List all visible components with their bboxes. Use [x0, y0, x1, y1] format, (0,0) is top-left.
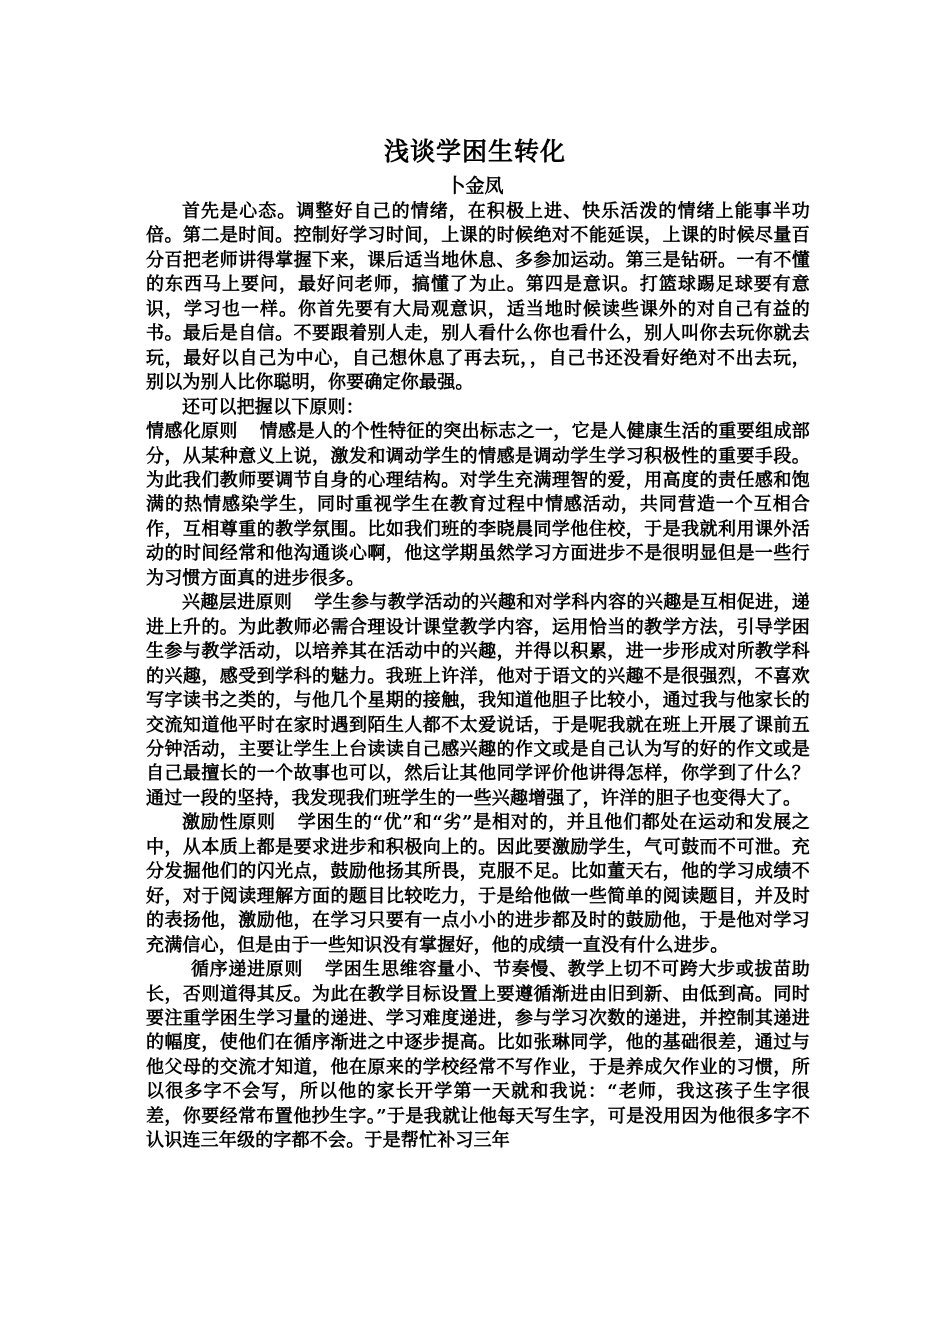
document-author: 卜金凤	[446, 175, 504, 197]
section-paragraph	[146, 591, 810, 811]
document-body	[146, 200, 810, 1154]
intro-paragraph: 首先是心态。调整好自己的情绪，在积极上进、快乐活泼的情绪上能事半功倍。第二是时间。控制好学习时间，上课的时候绝对不能延误，上课的时候尽量百分百把老师讲得掌握下来，课后适当地休息、多参加运动。第三是钻研。一有不懂的东西马上要问，最好问老师，搞懂了为止。第四是意识。打篮球踢足球要有意识，学习也一样。你首先要有大局观意识，适当地时候读些课外的对自己有益的书。最后是自信。不要跟着别人走，别人看什么你也看什么，别人叫你去玩你就去玩，最好以自己为中心，自己想休息了再去玩，，自己书还没看好绝对不出去玩，别以为别人比你聪明，你要确定你最强。	[146, 201, 810, 394]
section-heading: 兴趣层进原则	[182, 592, 293, 614]
section-heading: 循序递进原则	[191, 959, 304, 981]
section-text: 学困生的“优”和“劣”是相对的，并且他们都处在运动和发展之中，从本质上都是要求进步和积极向上的。因此要激励学生，气可鼓而不可泄。充分发掘他们的闪光点，鼓励他扬其所畏，克服不足。比如董天右，他的学习成绩不好，对于阅读理解方面的题目比较吃力，于是给他做一些简单的阅读题目，并及时的表扬他，激励他，在学习只要有一点小小的进步都及时的鼓励他，于是他对学习充满信心，但是由于一些知识没有掌握好，他的成绩一直没有什么进步。	[146, 812, 811, 956]
document-title: 浅谈学困生转化	[383, 137, 566, 166]
section-paragraph	[146, 811, 810, 958]
lead-paragraph: 还可以把握以下原则：	[182, 396, 364, 418]
section-paragraph	[146, 420, 810, 591]
section-text: 学困生思维容量小、节奏慢、教学上切不可跨大步或拔苗助长，否则道得其反。为此在教学目标设置上要遵循渐进由旧到新、由低到高。同时要注重学困生学习量的递进、学习难度递进，参与学习次数的递进，并控制其递进的幅度，使他们在循序渐进之中逐步提高。比如张琳同学，他的基础很差，通过与他父母的交流才知道，他在原来的学校经常不写作业，于是养成欠作业的习惯，所以很多字不会写，所以他的家长开学第一天就和我说：“老师，我这孩子生字很差，你要经常布置他抄生字。”于是我就让他每天写生字，可是没用因为他很多字不认识连三年级的字都不会。于是帮忙补习三年	[146, 959, 810, 1152]
section-text: 学生参与教学活动的兴趣和对学科内容的兴趣是互相促进，递进上升的。为此教师必需合理设计课堂教学内容，运用恰当的教学方法，引导学困生参与教学活动，以培养其在活动中的兴趣，并得以积累，进一步形成对所教学科的兴趣，感受到学科的魅力。我班上许洋，他对于语文的兴趣不是很强烈，不喜欢写字读书之类的，与他几个星期的接触，我知道他胆子比较小，通过我与他家长的交流知道他平时在家时遇到陌生人都不太爱说话，于是呢我就在班上开展了课前五分钟活动，主要让学生上台读读自己感兴趣的作文或是自己认为写的好的作文或是自己最擅长的一个故事也可以，然后让其他同学评价他讲得怎样，你学到了什么？通过一段的坚持，我发现我们班学生的一些兴趣增强了，许洋的胆子也变得大了。	[146, 592, 810, 809]
section-heading: 激励性原则	[182, 812, 276, 834]
section-text: 情感是人的个性特征的突出标志之一，它是人健康生活的重要组成部分，从某种意义上说，激发和调动学生的情感是调动学生学习积极性的重要手段。为此我们教师要调节自身的心理结构。对学生充满理智的爱，用高度的责任感和饱满的热情感染学生，同时重视学生在教育过程中情感活动，共同营造一个互相合作，互相尊重的教学氛围。比如我们班的李晓晨同学他住校，于是我就利用课外活动的时间经常和他沟通谈心啊，他这学期虽然学习方面进步不是很明显但是一些行为习惯方面真的进步很多。	[146, 421, 811, 589]
section-heading: 情感化原则	[146, 421, 238, 443]
section-paragraph	[146, 958, 810, 1154]
